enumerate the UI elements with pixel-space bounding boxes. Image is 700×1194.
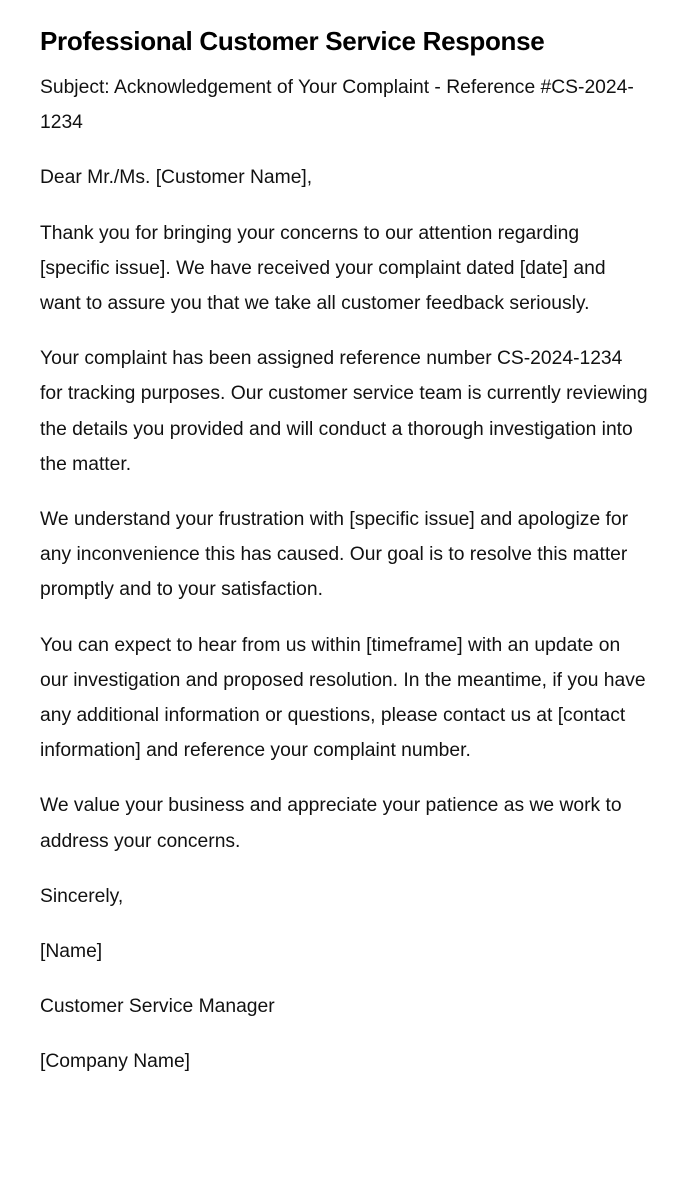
closing: Sincerely, <box>40 885 124 907</box>
signer-name: [Name] <box>40 941 103 963</box>
signer-title: Customer Service Manager <box>40 996 275 1018</box>
company-name: [Company Name] <box>40 1051 191 1073</box>
body-paragraph: We understand your frustration with [specific issue] and apologize for any inconvenience this has caused. Our goal is to resolve this matter promptly and to your satisfaction. <box>40 509 629 601</box>
salutation: Dear Mr./Ms. [Customer Name], <box>40 167 313 189</box>
body-paragraph: You can expect to hear from us within [timeframe] with an update on our investigation and proposed resolution. In the meantime, if you have any additional information or questions, please contact us at [contact information] and reference your complaint number. <box>40 634 646 762</box>
subject-line: Subject: Acknowledgement of Your Complaint - Reference #CS-2024-1234 <box>40 77 634 134</box>
body-paragraph: Thank you for bringing your concerns to our attention regarding [specific issue]. We have received your complaint dated [date] and want to assure you that we take all customer feedback seriously. <box>40 222 606 315</box>
body-paragraph: We value your business and appreciate your patience as we work to address your concerns. <box>40 795 622 852</box>
letter-document <box>40 22 650 1100</box>
page-title: Professional Customer Service Response <box>40 26 545 56</box>
body-paragraph: Your complaint has been assigned reference number CS-2024-1234 for tracking purposes. Our customer service team is currently reviewing the details you provided and will conduct a thorough investigation into the matter. <box>40 348 648 475</box>
